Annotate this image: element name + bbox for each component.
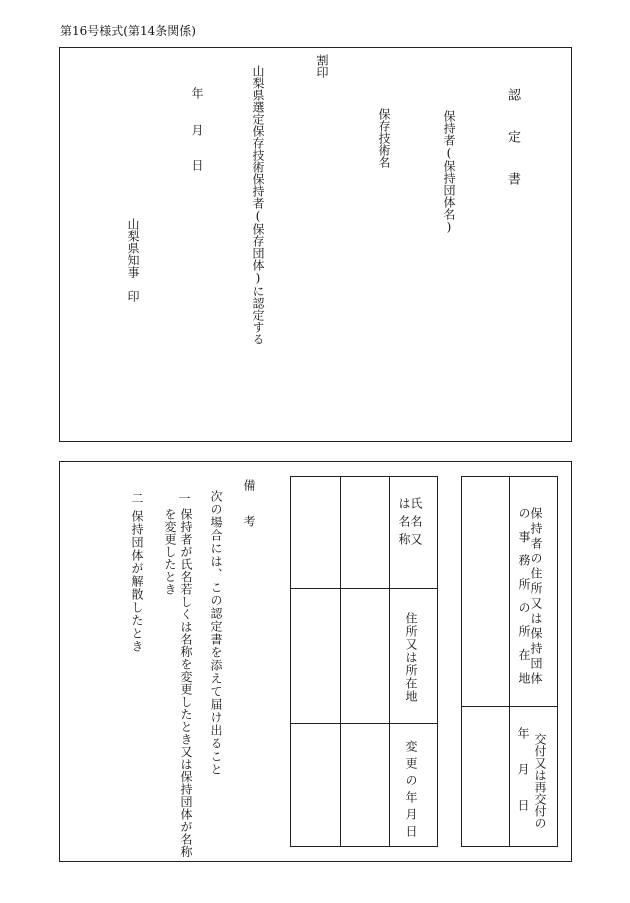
remarks-item2-mark: 二 xyxy=(130,492,144,504)
remarks-item1: 保持者が氏名若しくは名称を変更したとき又は保持団体が名称を変更したとき xyxy=(163,508,193,858)
mid-table-divider-v1 xyxy=(340,476,341,847)
mid-table-divider-h1 xyxy=(290,588,438,589)
issuer: 山梨県知事 印 xyxy=(126,218,140,302)
name-header: 氏名又は名称 xyxy=(397,497,423,551)
date-year: 年 xyxy=(190,87,204,99)
date-day: 日 xyxy=(190,159,204,171)
date-month: 月 xyxy=(190,124,204,136)
mid-table-divider-h2 xyxy=(290,723,438,724)
form-number: 第16号様式(第14条関係) xyxy=(60,24,196,38)
certify-text: 山梨県選定保存技術保持者(保存団体)に認定する xyxy=(251,65,265,345)
address-header: 保持者の住所又は保持団体の事務所の所在地 xyxy=(517,507,543,687)
mid-table-divider-v2 xyxy=(389,476,390,847)
right-table-divider-v xyxy=(509,476,510,847)
change-date-header: 変更の年月日 xyxy=(404,740,418,842)
right-table-divider-h xyxy=(461,706,558,707)
remarks-intro: 次の場合には、この認定書を添えて届け出ること xyxy=(209,490,223,776)
seal-split: 割印 xyxy=(315,54,329,78)
remarks-item1-mark: 一 xyxy=(177,492,191,504)
issue-date: 年 月 日 xyxy=(516,727,530,817)
holder-label: 保持者(保持団体名) xyxy=(442,110,456,234)
skill-label: 保存技術名 xyxy=(377,108,391,168)
remarks-item2: 保持団体が解散したとき xyxy=(130,510,144,653)
address-header-mid: 住所又は所在地 xyxy=(404,612,418,703)
certificate-title: 認 定 書 xyxy=(505,88,520,193)
issue-header: 交付又は再交付の xyxy=(533,733,547,829)
remarks-title: 備 考 xyxy=(242,479,256,533)
